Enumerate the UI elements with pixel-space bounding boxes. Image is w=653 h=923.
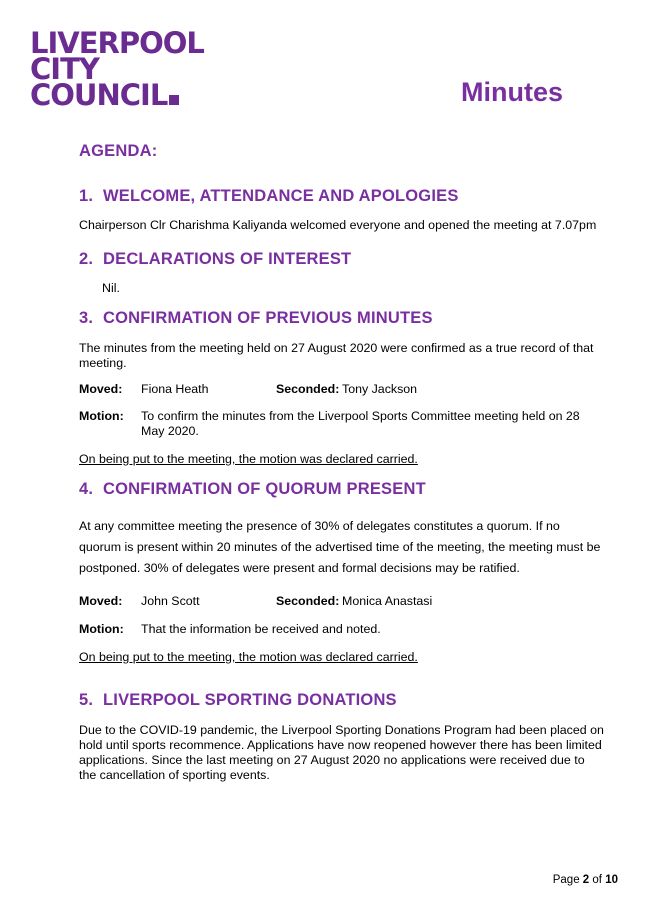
motion-value: That the information be received and noted.	[141, 622, 381, 636]
page-total: 10	[605, 874, 618, 886]
prev-minutes-motion-row	[79, 409, 609, 441]
quorum-carried: On being put to the meeting, the motion was declared carried.	[79, 650, 418, 664]
quorum-text: At any committee meeting the presence of 30% of delegates constitutes a quorum. If no quorum is present within 20 minutes of the advertised time of the meeting, the meeting must be postponed. 30% of delegates were present and formal decisions may be ratified.	[79, 519, 601, 575]
prev-minutes-carried: On being put to the meeting, the motion was declared carried.	[79, 452, 418, 466]
page-current: 2	[582, 874, 590, 886]
seconded-label: Seconded:	[276, 594, 340, 608]
motion-value: To confirm the minutes from the Liverpool Sports Committee meeting held on 28 May 2020.	[141, 409, 580, 438]
section-heading-3: 3. CONFIRMATION OF PREVIOUS MINUTES	[79, 309, 433, 327]
section-heading-5: 5. LIVERPOOL SPORTING DONATIONS	[79, 691, 397, 709]
donations-text: Due to the COVID-19 pandemic, the Liverpool Sporting Donations Program had been placed on hold until sports recommence. Applications have now reopened however there has been limited applications. Since the last meeting on 27 August 2020 no applications were received due to the cancellation of sporting events.	[79, 723, 604, 782]
document-title: Minutes	[460, 77, 563, 107]
seconded-label: Seconded:	[276, 382, 340, 396]
prev-minutes-text: The minutes from the meeting held on 27 August 2020 were confirmed as a true record of that meeting.	[79, 341, 594, 370]
agenda-heading: AGENDA:	[79, 142, 158, 160]
page-word: Page	[552, 874, 580, 886]
council-logo	[30, 26, 210, 112]
moved-value: Fiona Heath	[141, 382, 209, 396]
logo-line-1: LIVERPOOL	[30, 26, 204, 60]
section-heading-4: 4. CONFIRMATION OF QUORUM PRESENT	[79, 480, 426, 498]
welcome-text: Chairperson Clr Charishma Kaliyanda welcomed everyone and opened the meeting at 7.07pm	[79, 218, 597, 232]
declarations-text: Nil.	[102, 281, 120, 295]
section-heading-2: 2. DECLARATIONS OF INTEREST	[79, 250, 352, 268]
of-word: of	[592, 874, 602, 886]
logo-line-3-text: COUNCIL	[30, 78, 168, 112]
section-heading-1: 1. WELCOME, ATTENDANCE AND APOLOGIES	[79, 187, 459, 205]
logo-line-2: CITY	[30, 52, 99, 86]
seconded-value: Tony Jackson	[342, 382, 418, 396]
logo-line-3	[30, 78, 210, 112]
logo-square-icon	[169, 95, 179, 105]
page-footer	[553, 874, 618, 886]
moved-label: Moved:	[79, 594, 123, 608]
motion-label: Motion:	[79, 622, 124, 636]
moved-value: John Scott	[141, 594, 200, 608]
seconded-value: Monica Anastasi	[342, 594, 433, 608]
motion-label: Motion:	[79, 409, 124, 423]
moved-label: Moved:	[79, 382, 123, 396]
